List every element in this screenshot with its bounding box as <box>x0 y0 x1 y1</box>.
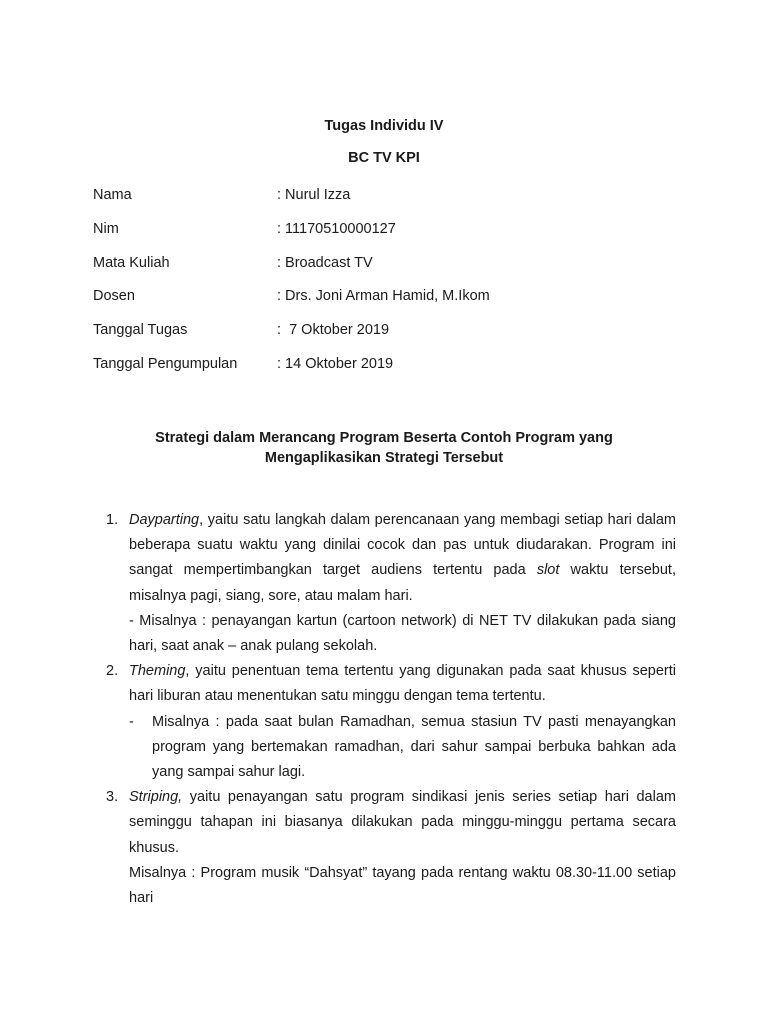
list-item-striping <box>106 785 676 911</box>
info-value: : Drs. Joni Arman Hamid, M.Ikom <box>277 288 490 305</box>
info-row-nama <box>93 187 693 221</box>
info-value: : 14 Oktober 2019 <box>277 355 394 372</box>
dash-bullet: - <box>129 713 134 730</box>
item-text: , yaitu penentuan tema tertentu yang digunakan pada saat khusus seperti hari liburan atau menentukan satu minggu dengan tema tertentu. <box>129 663 676 705</box>
item-term: Theming <box>129 663 186 680</box>
item-term-slot: slot <box>536 562 560 579</box>
info-label: Nama <box>93 187 132 203</box>
item-paragraph <box>129 659 676 709</box>
list-item-theming <box>106 659 676 785</box>
item-term: Dayparting <box>129 512 200 528</box>
item-example-bullet <box>129 710 676 786</box>
info-row-tanggal-pengumpulan <box>93 356 693 390</box>
document-subtitle-course: BC TV KPI <box>348 150 420 166</box>
info-value: : 7 Oktober 2019 <box>277 322 390 339</box>
item-text: waktu tersebut, misalnya pagi, siang, sore, atau malam hari. <box>129 562 676 604</box>
info-value: : 11170510000127 <box>277 220 396 237</box>
info-label: Mata Kuliah <box>93 254 170 271</box>
info-label: Dosen <box>93 288 135 305</box>
info-row-dosen <box>93 288 693 322</box>
info-row-tanggal-tugas <box>93 322 693 356</box>
section-heading-line2: Mengaplikasikan Strategi Tersebut <box>264 450 504 466</box>
list-number: 1. <box>106 512 119 528</box>
item-text: yaitu penayangan satu program sindikasi jenis series setiap hari dalam seminggu tahapan ini biasanya dilakukan pada minggu-minggu pertama secara khusus. <box>129 789 676 856</box>
list-number: 2. <box>106 663 119 680</box>
item-paragraph <box>129 508 676 609</box>
section-heading <box>0 428 768 468</box>
item-example: Misalnya : Program musik “Dahsyat” tayang pada rentang waktu 08.30-11.00 setiap hari <box>129 864 676 907</box>
item-example: - Misalnya : penayangan kartun (cartoon network) di NET TV dilakukan pada siang hari, saat anak – anak pulang sekolah. <box>129 612 676 655</box>
strategy-list <box>106 508 676 911</box>
item-text: , yaitu satu langkah dalam perencanaan yang membagi setiap hari dalam beberapa suatu waktu yang dinilai cocok dan pas untuk diudarakan. Program ini sangat mempertimbangkan target audiens tertentu pada <box>129 512 676 579</box>
info-row-nim <box>93 221 693 255</box>
list-number: 3. <box>106 789 119 806</box>
list-item-dayparting <box>106 508 676 659</box>
info-row-mata-kuliah <box>93 255 693 289</box>
info-value: : Nurul Izza <box>277 187 351 203</box>
document-title: Tugas Individu IV <box>324 118 444 134</box>
item-example: Misalnya : pada saat bulan Ramadhan, semua stasiun TV pasti menayangkan program yang bertemakan ramadhan, dari sahur sampai berbuka bahkan ada yang sampai sahur lagi. <box>152 713 676 781</box>
section-heading-line1: Strategi dalam Merancang Program Beserta Contoh Program yang <box>155 430 613 446</box>
student-info-table <box>93 187 693 390</box>
item-paragraph <box>129 785 676 861</box>
info-label: Tanggal Tugas <box>93 322 188 339</box>
info-value: : Broadcast TV <box>277 254 373 271</box>
info-label: Nim <box>93 220 119 237</box>
info-label: Tanggal Pengumpulan <box>93 355 238 372</box>
item-term: Striping, <box>129 789 183 806</box>
